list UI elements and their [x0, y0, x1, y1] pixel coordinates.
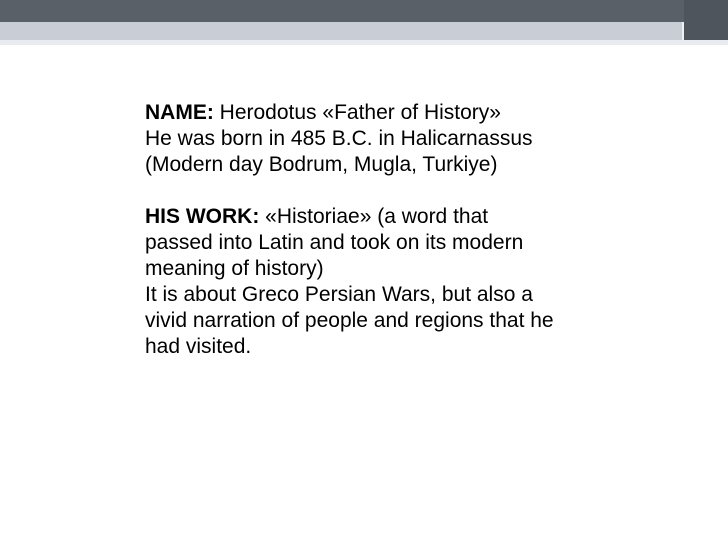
name-paragraph — [145, 100, 555, 126]
about-paragraph: It is about Greco Persian Wars, but also a vivid narration of people and regions that he had visited. — [145, 283, 554, 358]
name-label: NAME: — [145, 101, 214, 124]
header-stripe — [0, 22, 728, 40]
name-text: Herodotus «Father of History» — [213, 101, 501, 124]
header-bar — [0, 0, 728, 22]
work-label: HIS WORK: — [145, 205, 260, 228]
header-stripe-light — [0, 40, 728, 45]
paragraph-spacer — [145, 178, 555, 204]
work-paragraph — [145, 204, 555, 282]
birth-paragraph: He was born in 485 B.C. in Halicarnassus (Modern day Bodrum, Mugla, Turkiye) — [145, 127, 533, 176]
work-text: «Historiae» (a word that passed into Latin and took on its modern meaning of history) — [145, 205, 524, 280]
slide-body — [145, 100, 555, 360]
corner-accent-line — [682, 22, 684, 40]
corner-accent-block — [684, 0, 728, 40]
